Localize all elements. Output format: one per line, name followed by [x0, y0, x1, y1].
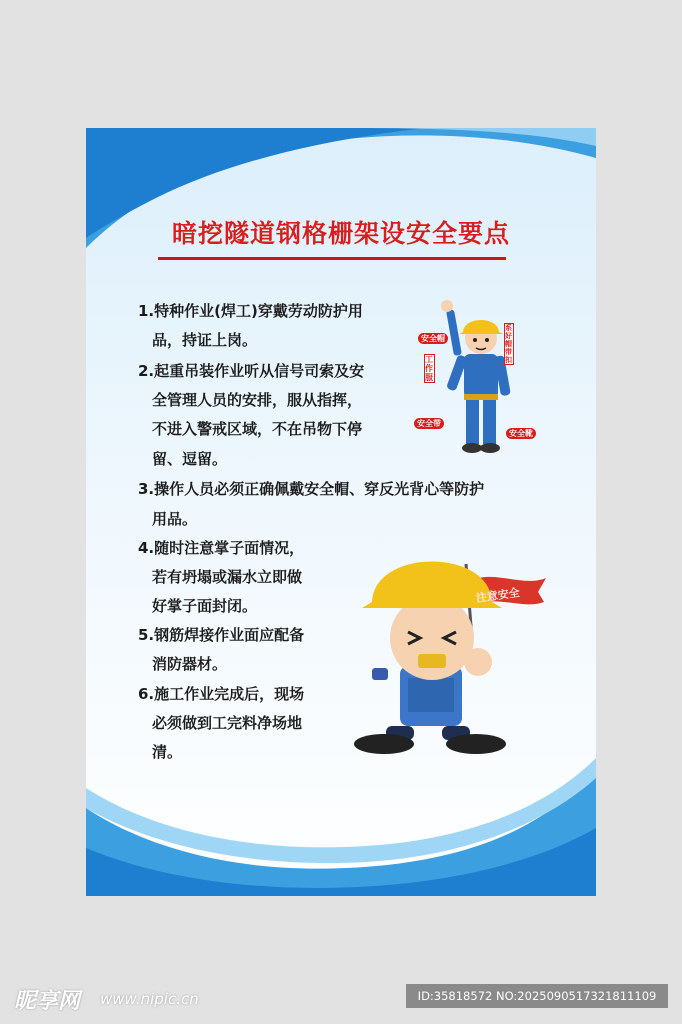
- point-line: 必须做到工完料净场地: [152, 714, 303, 732]
- tag-safety-belt: 安全带: [414, 418, 444, 429]
- point-line: 4.随时注意掌子面情况，: [138, 539, 305, 557]
- boy-with-flag-illustration: [352, 528, 548, 758]
- point-line: 若有坍塌或漏水立即做: [152, 568, 303, 586]
- point-line: 1.特种作业(焊工)穿戴劳动防护用: [138, 302, 363, 320]
- tag-safety-boots: 安全靴: [506, 428, 536, 439]
- point-line: 留、逗留。: [152, 450, 228, 468]
- tag-chin-strap: 系好帽带扣: [505, 324, 512, 364]
- tag-work-clothes: 工作服: [425, 355, 433, 382]
- watermark-id-bar: ID:35818572 NO:20250905173218111​09: [406, 984, 668, 1008]
- poster-title: 暗挖隧道钢格栅架设安全要点: [171, 219, 510, 248]
- tag-helmet: 安全帽: [418, 333, 448, 344]
- safety-poster: [86, 128, 596, 896]
- watermark-url: www.nipic.cn: [100, 990, 199, 1008]
- point-line: 消防器材。: [152, 655, 228, 673]
- watermark-brand: 昵享网: [14, 989, 81, 1014]
- safety-points-list: [86, 128, 596, 896]
- flag-text: 注意安全: [475, 586, 521, 606]
- point-line: 好掌子面封闭。: [152, 597, 258, 615]
- point-line: 品，持证上岗。: [152, 331, 258, 349]
- point-line: 5.钢筋焊接作业面应配备: [138, 626, 305, 644]
- point-line: 6.施工作业完成后，现场: [138, 685, 305, 703]
- point-line: 2.起重吊装作业听从信号司索及安: [138, 362, 365, 380]
- point-line: 清。: [152, 743, 183, 761]
- point-line: 不进入警戒区域，不在吊物下停: [152, 420, 363, 438]
- point-line: 用品。: [152, 510, 198, 528]
- point-line: 3.操作人员必须正确佩戴安全帽、穿反光背心等防护: [138, 480, 485, 498]
- point-line: 全管理人员的安排，服从指挥，: [152, 391, 363, 409]
